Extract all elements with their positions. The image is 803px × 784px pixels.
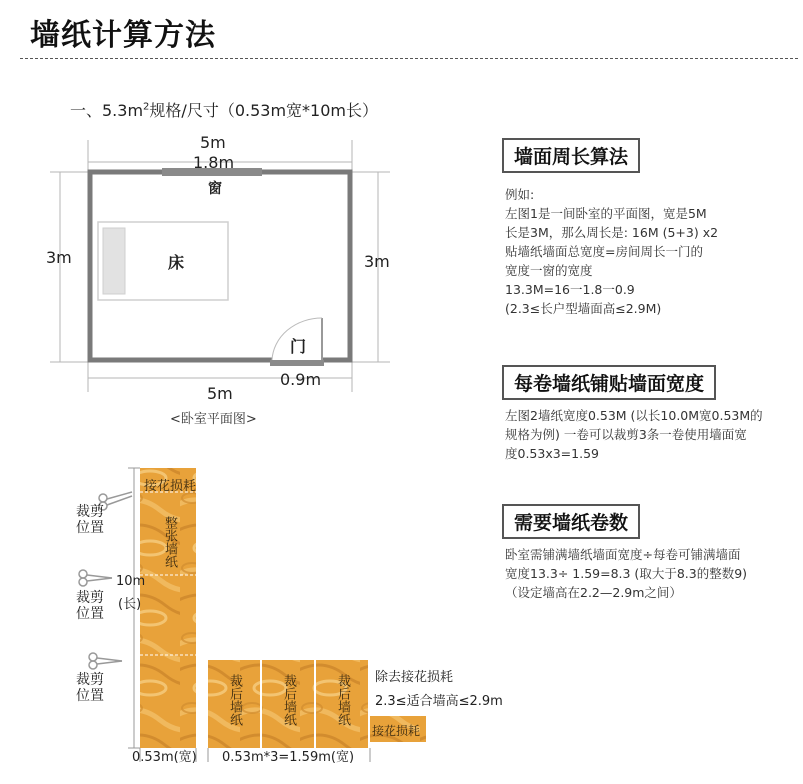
perimeter-box-text: 例如: 左图1是一间卧室的平面图，宽是5M 长是3M，那么周长是: 16M (5+3) x2 贴墙纸墙面总宽度=房间周长一门的 宽度一窗的宽度 13.3M=16一1.8一0.9 (2.3≤长户型墙面高≤2.9M): [505, 187, 719, 316]
pattern-waste-top-label: 接花损耗: [144, 479, 197, 494]
length-unit-label: (长): [118, 597, 142, 612]
scissors-icon: [79, 570, 112, 586]
cut-position-label-3: 裁剪位置: [76, 672, 104, 704]
door-width-label: 0.9m: [280, 370, 322, 389]
cut-strip-label-1: 裁后墙纸: [227, 674, 242, 726]
total-width-label: 0.53m*3=1.59m(宽): [222, 750, 355, 765]
pattern-waste-bottom-label: 接花损耗: [372, 724, 421, 738]
right-height-label: 3m: [364, 252, 390, 271]
section-heading-prefix: 一、5.3m: [70, 101, 144, 120]
perimeter-box-title: 墙面周长算法: [502, 138, 640, 173]
remove-waste-note: 除去接花损耗: [375, 670, 454, 685]
left-height-label: 3m: [46, 248, 72, 267]
bed-label: 床: [168, 253, 185, 272]
bottom-width-label: 5m: [207, 384, 233, 403]
scissors-icon: [89, 653, 122, 669]
floorplan-caption: <卧室平面图>: [170, 412, 257, 427]
length-value-label: 10m: [116, 574, 146, 589]
section-heading-suffix: 规格/尺寸（0.53m宽*10m长）: [149, 101, 378, 120]
rolls-needed-box-text: 卧室需铺满墙纸墙面宽度÷每卷可铺满墙面 宽度13.3÷ 1.59=8.3 (取大于8.3的整数9) （设定墙高在2.2—2.9m之间）: [505, 547, 748, 600]
cut-strip-label-3: 裁后墙纸: [335, 674, 350, 726]
cut-position-label-1: 裁剪位置: [76, 504, 104, 536]
whole-roll-label: 整张墙纸: [162, 516, 177, 568]
cut-strip-label-2: 裁后墙纸: [281, 674, 296, 726]
window-width-label: 1.8m: [193, 153, 235, 172]
rolls-needed-box-title: 需要墙纸卷数: [502, 504, 640, 539]
top-width-label: 5m: [200, 133, 226, 152]
whole-roll-strip: [140, 468, 196, 748]
roll-width-label: 0.53m(宽): [132, 750, 197, 765]
window-label: 窗: [208, 181, 222, 197]
wall-height-note: 2.3≤适合墙高≤2.9m: [375, 694, 503, 709]
roll-width-box-title: 每卷墙纸铺贴墙面宽度: [502, 365, 716, 400]
section-heading-sup: 2: [143, 101, 150, 113]
cut-position-label-2: 裁剪位置: [76, 590, 104, 622]
roll-width-box-text: 左图2墙纸宽度0.53M (以长10.0M宽0.53M的 规格为例) 一卷可以裁剪3条一卷使用墙面宽 度0.53x3=1.59: [505, 408, 763, 461]
door-label: 门: [290, 337, 307, 356]
page-title: 墙纸计算方法: [30, 18, 216, 53]
